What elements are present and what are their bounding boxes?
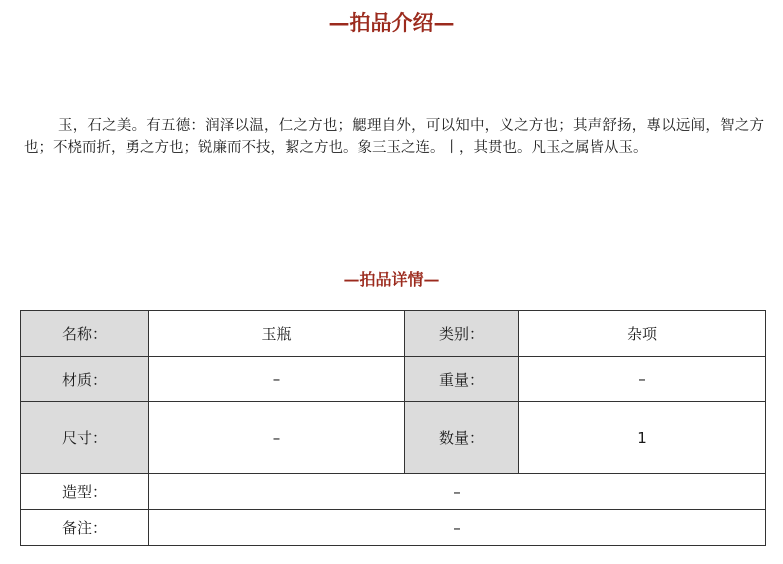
name-label: 名称： [21,311,149,357]
weight-value: – [519,357,766,402]
page-title: —拍品介绍— [328,10,455,35]
shape-value: – [149,474,766,510]
weight-label: 重量： [405,357,519,402]
category-value: 杂项 [519,311,766,357]
table-row-material [21,357,766,402]
category-label: 类别： [405,311,519,357]
material-label: 材质： [21,357,149,402]
table-row-size [21,402,766,474]
table-row-notes [21,510,766,546]
material-value: – [149,357,405,402]
quantity-value: 1 [519,402,766,474]
details-table [20,310,766,546]
quantity-label: 数量： [405,402,519,474]
shape-label: 造型： [21,474,149,510]
intro-paragraph: 玉，石之美。有五德：润泽以温，仁之方也；䚡理自外，可以知中，义之方也；其声舒扬，專以远闻，智之方也；不桡而折，勇之方也；锐廉而不技，絜之方也。象三玉之连。丨，其贯也。凡玉之属皆从玉。 [24,118,764,156]
table-row-name [21,311,766,357]
notes-label: 备注： [21,510,149,546]
section-title-details: —拍品详情— [343,270,440,289]
name-value: 玉瓶 [149,311,405,357]
size-value: – [149,402,405,474]
size-label: 尺寸： [21,402,149,474]
table-row-shape [21,474,766,510]
notes-value: – [149,510,766,546]
